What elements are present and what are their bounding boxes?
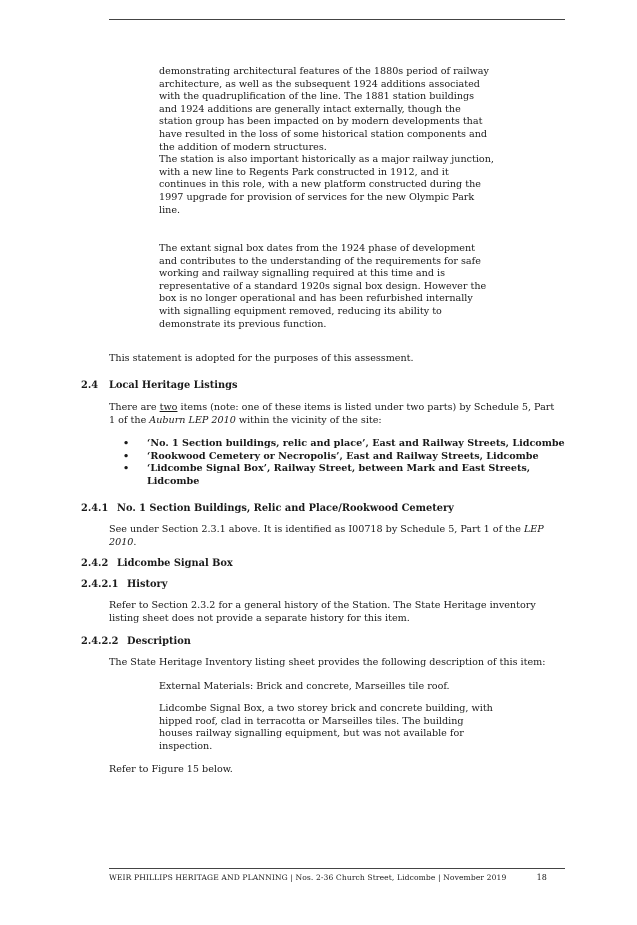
- section-title: Lidcombe Signal Box: [117, 558, 233, 569]
- section-title: No. 1 Section Buildings, Relic and Place/Rookwood Cemetery: [117, 503, 454, 514]
- local-listings-intro: There are two items (note: one of these items is listed under two parts) by Schedule 5, Part 1 of the Auburn LEP 2010 within the vicinity of the site:: [109, 402, 555, 426]
- text-line: demonstrate its previous function.: [159, 318, 327, 330]
- bullet-icon: •: [123, 438, 130, 449]
- text-line: with signalling equipment removed, reducing its ability to: [159, 305, 442, 317]
- text-line: The extant signal box dates from the 1924 phase of development: [159, 243, 476, 254]
- text-line: listing sheet does not provide a separate history for this item.: [109, 612, 410, 624]
- text-line: demonstrating architectural features of the 1880s period of railway: [159, 66, 489, 77]
- list-item-text: ‘No. 1 Section buildings, relic and place’, East and Railway Streets, Lidcombe: [147, 438, 565, 449]
- section-number: 2.4: [81, 380, 99, 391]
- list-item: [109, 463, 569, 488]
- text-line: The station is also important historically as a major railway junction,: [159, 154, 494, 166]
- section-number: 2.4.2.1: [81, 579, 119, 590]
- list-item-text: Lidcombe: [147, 475, 200, 487]
- text-line: and contributes to the understanding of the requirements for safe: [159, 255, 481, 267]
- text-line: Lidcombe Signal Box, a two storey brick and concrete building, with: [159, 703, 493, 714]
- footer-rule: [109, 868, 565, 869]
- footer-text: WEIR PHILLIPS HERITAGE AND PLANNING | Nos. 2-36 Church Street, Lidcombe | November 2019: [109, 873, 507, 882]
- text-line: architecture, as well as the subsequent 1924 additions associated: [159, 78, 480, 90]
- list-item: [109, 451, 569, 464]
- description-intro: The State Heritage Inventory listing sheet provides the following description of this item:: [109, 657, 546, 668]
- section-title: Local Heritage Listings: [109, 380, 238, 391]
- bullet-icon: •: [123, 450, 130, 462]
- section-number: 2.4.1: [81, 503, 109, 514]
- text-line: houses railway signalling equipment, but was not available for: [159, 728, 464, 740]
- text-line: box is no longer operational and has been refurbished internally: [159, 293, 473, 305]
- section-title: History: [127, 579, 168, 590]
- text-line: with a new line to Regents Park constructed in 1912, and it: [159, 166, 449, 178]
- text-line: hipped roof, clad in terracotta or Marseilles tiles. The building: [159, 715, 464, 727]
- section-number: 2.4.2.2: [81, 636, 119, 647]
- header-rule: [109, 19, 565, 20]
- heritage-items-list: [109, 438, 569, 488]
- list-item-text: ‘Rookwood Cemetery or Necropolis’, East and Railway Streets, Lidcombe: [147, 450, 539, 462]
- text-line: representative of a standard 1920s signal box design. However the: [159, 280, 487, 292]
- bullet-icon: •: [123, 463, 130, 475]
- text-line: Refer to Section 2.3.2 for a general history of the Station. The State Heritage inventory: [109, 600, 536, 611]
- text-line: and 1924 additions are generally intact externally, though the: [159, 103, 461, 115]
- text-line: the addition of modern structures.: [159, 141, 327, 153]
- list-item: [109, 438, 569, 451]
- text-line: continues in this role, with a new platform constructed during the: [159, 179, 481, 191]
- text-line: working and railway signalling required at this time and is: [159, 268, 445, 280]
- history-body: [109, 600, 579, 625]
- figure-reference: Refer to Figure 15 below.: [109, 764, 233, 775]
- section-title: Description: [127, 636, 191, 647]
- text-line: inspection.: [159, 740, 213, 752]
- page-footer: [109, 873, 565, 882]
- section-number: 2.4.2: [81, 558, 109, 569]
- text-line: station group has been impacted on by modern developments that: [159, 116, 483, 128]
- page-number: 18: [536, 873, 547, 882]
- quoted-signal-box-paragraph: [159, 243, 519, 331]
- external-materials-quote: External Materials: Brick and concrete, Marseilles tile roof.: [159, 681, 450, 692]
- signal-box-description-quote: [159, 703, 519, 753]
- text-line: line.: [159, 204, 181, 216]
- adopted-statement: This statement is adopted for the purposes of this assessment.: [109, 353, 414, 364]
- text-line: 1997 upgrade for provision of services for the new Olympic Park: [159, 191, 475, 203]
- text-line: with the quadruplification of the line. The 1881 station buildings: [159, 91, 475, 103]
- section-2-4-1-body: See under Section 2.3.1 above. It is identified as I00718 by Schedule 5, Part 1 of the LEP 2010.: [109, 524, 544, 548]
- quoted-significance-paragraph: [159, 66, 519, 217]
- list-item-text: ‘Lidcombe Signal Box’, Railway Street, between Mark and East Streets,: [147, 463, 531, 475]
- text-line: have resulted in the loss of some historical station components and: [159, 128, 488, 140]
